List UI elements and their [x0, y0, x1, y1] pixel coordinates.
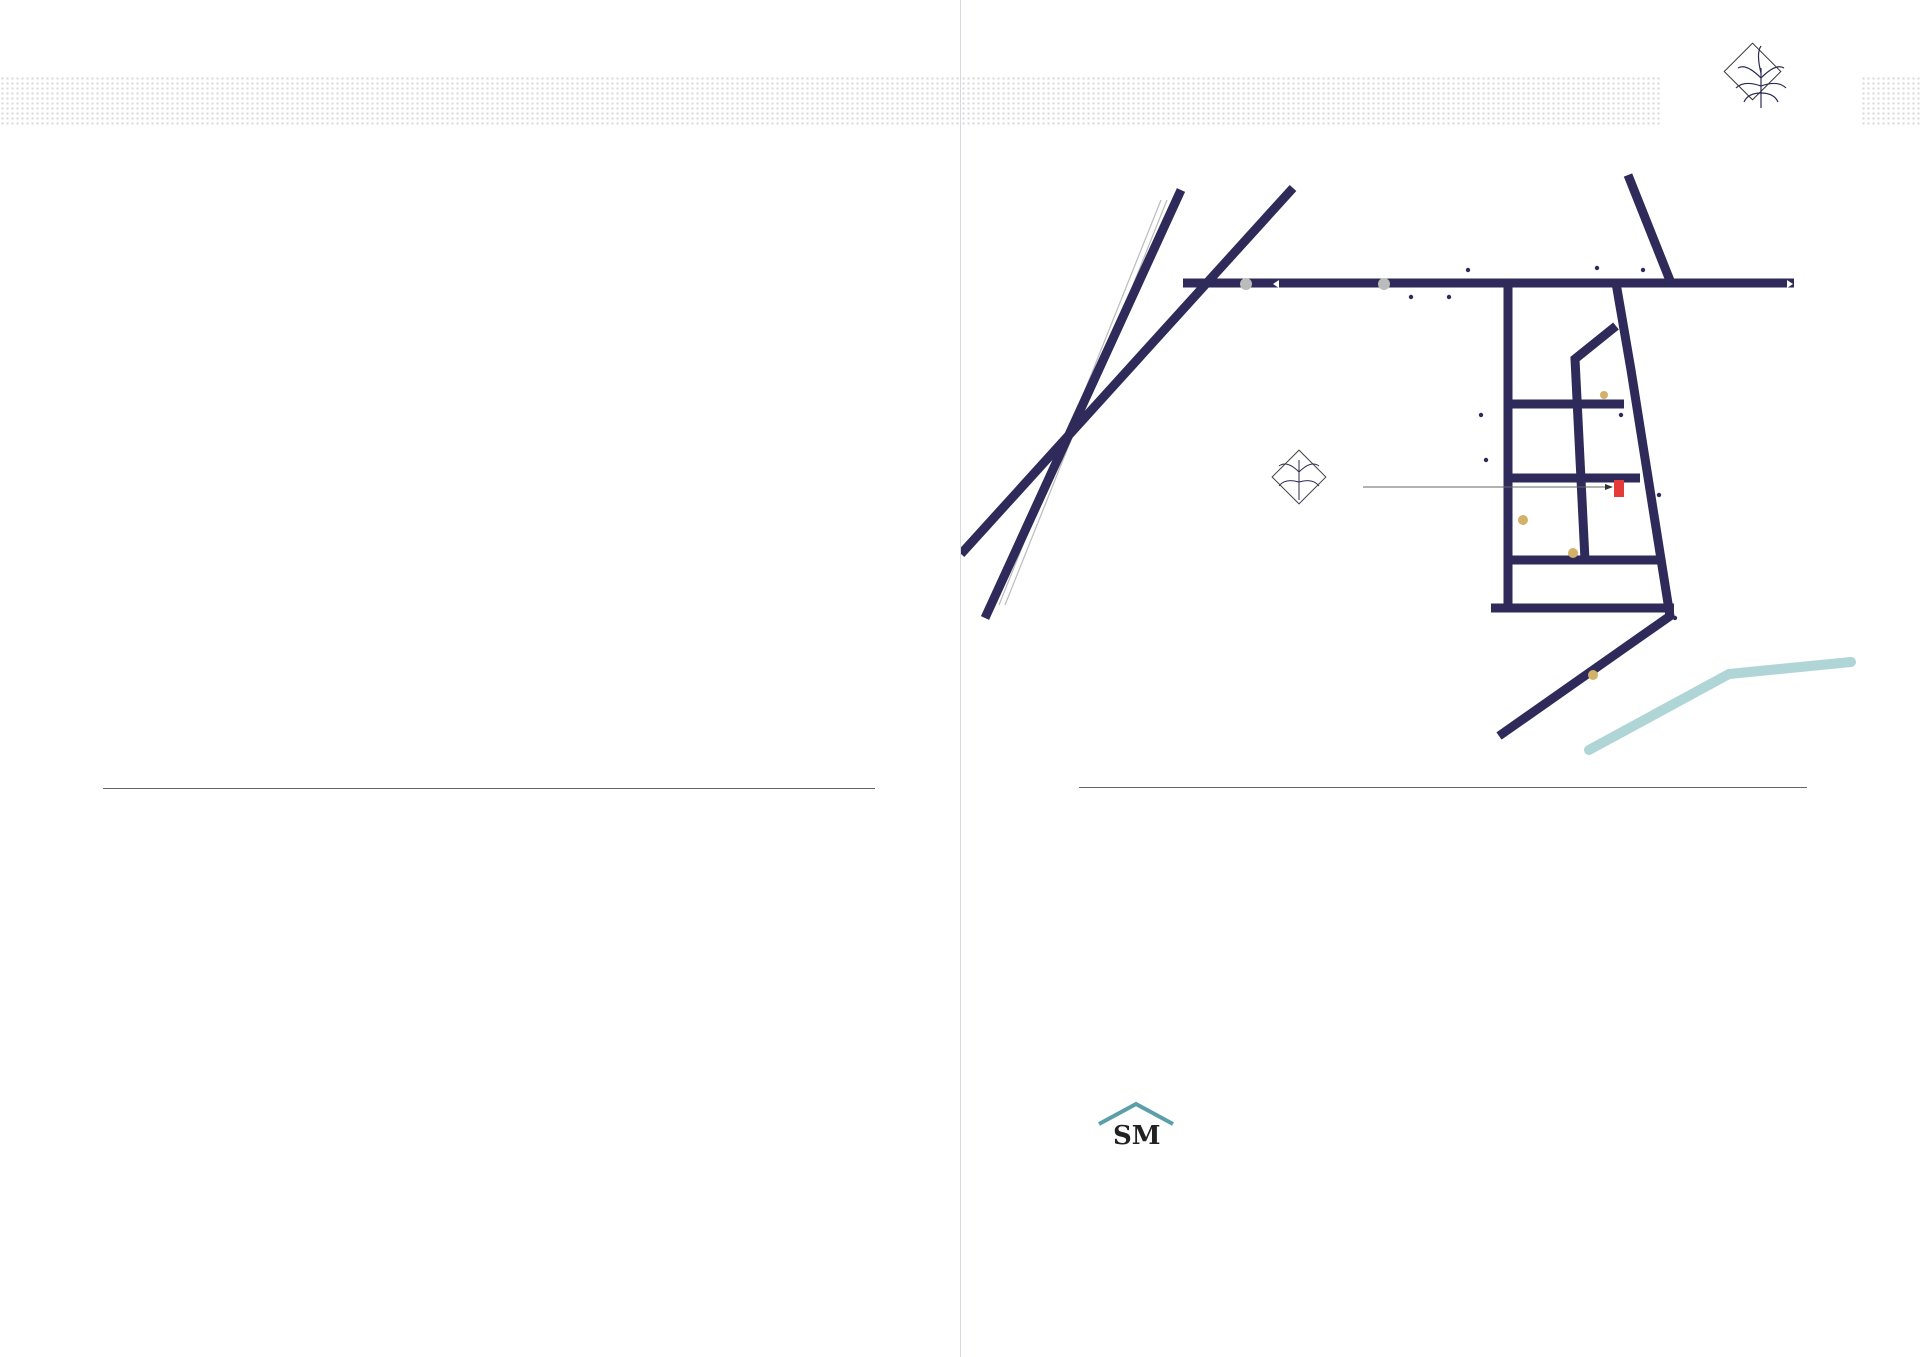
dot-band: [961, 76, 1661, 126]
junction-marker: [1240, 278, 1252, 290]
house-logo-icon: [1091, 1100, 1181, 1150]
right-page: [960, 0, 1920, 1357]
site-pointer-arrow-icon: [1605, 484, 1613, 490]
junction-marker: [1378, 278, 1390, 290]
dot-band: [0, 76, 960, 126]
key-plan-map: [961, 150, 1920, 770]
svg-text:SM: SM: [1113, 1121, 1161, 1150]
divider: [1079, 787, 1807, 788]
landmark-dots: [1409, 266, 1677, 620]
divider: [103, 788, 875, 789]
architect-logo: [1079, 1100, 1191, 1170]
roads: [961, 175, 1794, 736]
map-project-logo: [1272, 450, 1326, 504]
project-dots: [1518, 391, 1608, 680]
site-marker: [1614, 480, 1624, 497]
palm-leaf-logo-icon: [1716, 38, 1806, 128]
canal-path: [1589, 662, 1851, 750]
